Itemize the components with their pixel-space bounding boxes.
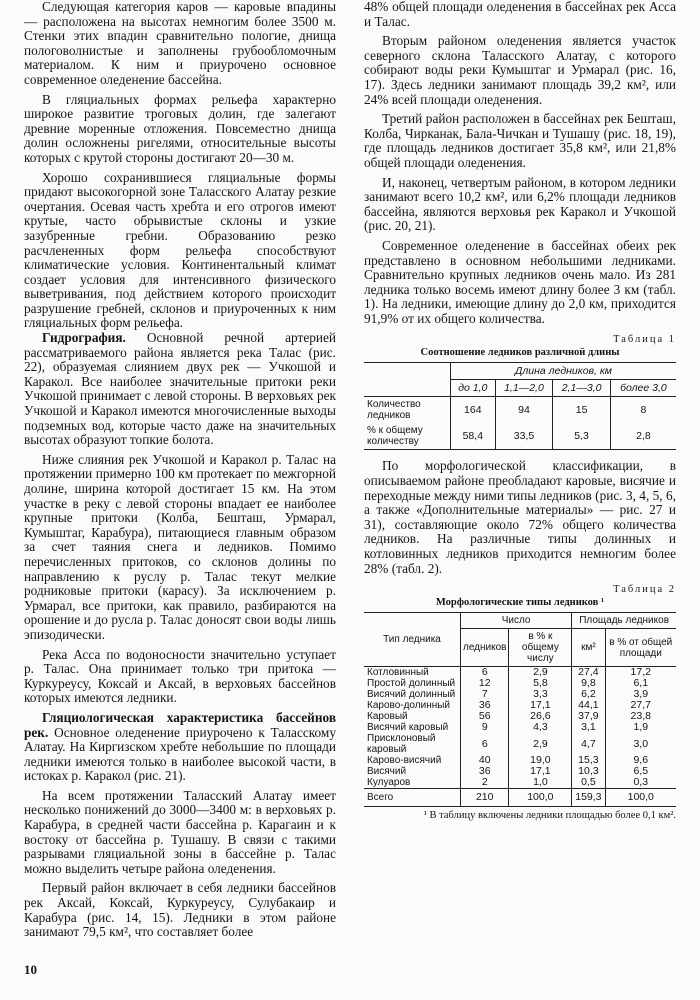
table-row bbox=[364, 733, 676, 755]
table-row bbox=[364, 667, 676, 679]
table2-cell: 2,9 bbox=[509, 733, 572, 755]
table-row bbox=[364, 711, 676, 722]
table1-col-header: 1,1—2,0 bbox=[495, 380, 553, 397]
table-row bbox=[364, 397, 676, 424]
paragraph: Третий район расположен в бассейнах рек Бешташ, Колба, Чирканак, Бала-Чичкан и Тушашу (рис. 18, 19), где площадь ледников достигает 35,8 км², или 21,8% общей площади оледенения. bbox=[364, 111, 676, 170]
table1-col-header: до 1,0 bbox=[451, 380, 496, 397]
glaciology-text: Основное оледенение приурочено к Таласскому Алатау. На Киргизском хребте небольшие по площади ледники имеются только в наиболее высокой части, в истоках р. Каракол (рис. 21). bbox=[24, 724, 336, 784]
paragraph: Ниже слияния рек Учкошой и Каракол р. Талас на протяжении примерно 100 км протекает по межгорной долине, ширина которой достигает 15 км. На этом участке в реку с левой стороны впадает ее наиболее крупные притоки (Колба, Бешташ, Урмарал, Кумыштаг, Карабура), питающиеся главным образом за счет таяния снега и ледников. Помимо перечисленных притоков, со склонов долины по направлению к руслу р. Талас текут мелкие родниковые притоки (карасу). За исключением р. Урмарал, все притоки, как правило, разбираются на орошение и до русла р. Талас доносят свои воды лишь эпизодически. bbox=[24, 451, 336, 642]
table2-cell: 27,7 bbox=[605, 700, 676, 711]
table2-cell: 40 bbox=[461, 755, 509, 766]
paragraph: Современное оледенение в бассейнах обеих рек представлено в основном небольшими ледниками. Сравнительно крупных ледников очень мало. Из 281 ледника только восемь имеют длину более 3 км (табл. 1). На ледники, имеющие длину до 2,0 км, приходится 91,9% от их общего количества. bbox=[364, 237, 676, 326]
table2-cell: 6 bbox=[461, 733, 509, 755]
table2-footnote: ¹ В таблицу включены ледники площадью более 0,1 км². bbox=[423, 810, 676, 822]
paragraph: 48% общей площади оледенения в бассейнах рек Асса и Талас. bbox=[364, 0, 676, 29]
table1-corner bbox=[364, 363, 451, 397]
glacier-length-table bbox=[364, 362, 676, 450]
hydrography-heading: Гидрография. bbox=[42, 330, 126, 346]
table1-cell: 5,3 bbox=[553, 423, 611, 450]
table2-row-label: Висячий каровый bbox=[367, 722, 449, 734]
table2-cell: 56 bbox=[461, 711, 509, 722]
table-row bbox=[364, 689, 676, 700]
glaciology-paragraph bbox=[24, 711, 336, 784]
hydrography-paragraph bbox=[24, 331, 336, 448]
table2-cell: 2,9 bbox=[509, 667, 572, 679]
glaciology-heading: Гляциологическая характеристика бассейнов рек. bbox=[24, 709, 336, 740]
table-row bbox=[364, 423, 676, 450]
table2-title: Морфологические типы ледников ¹ bbox=[435, 597, 605, 609]
table2-cell: 15,3 bbox=[572, 755, 605, 766]
table2-cell: 19,0 bbox=[509, 755, 572, 766]
paragraph: По морфологической классификации, в описываемом районе преобладают каровые, висячие и переходные между ними типы ледников (рис. 3, 4, 5, 6, а также «Дополнительные материалы» — рис. 27 и 31), составляющие около 72% общего количества ледников. На различные типы долинных и котловинных ледников приходится немногим более 28% (табл. 2). bbox=[364, 458, 676, 576]
paragraph: Первый район включает в себя ледники бассейнов рек Аксай, Коксай, Куркуреусу, Сулубакаир и Карабура (рис. 14, 15). Ледники в этом районе занимают 79,5 км², что составляет более bbox=[24, 880, 336, 940]
table2-row-label: Простой долинный bbox=[367, 678, 456, 690]
paragraph: Хорошо сохранившиеся гляциальные формы придают высокогорной зоне Таласского Алатау резкие очертания. Осевая часть хребта и его отрогов имеют крутые, часто обрывистые склоны и узкие зазубренные гребни. Образованию резко расчлененных форм рельефа способствуют климатические условия. Континентальный климат создает условия для интенсивного физического выветривания, под действием которого происходит разрушение гребней, склонов и приуроченных к ним гляциальных форм рельефа. bbox=[24, 169, 336, 331]
table2-cell: 36 bbox=[461, 700, 509, 711]
table-row bbox=[364, 777, 676, 789]
table2-cell: 9,6 bbox=[605, 755, 676, 766]
table-row bbox=[364, 755, 676, 766]
glacier-types-table bbox=[364, 612, 676, 807]
table1-group-header: Длина ледников, км bbox=[451, 363, 677, 380]
table2-subheader: в % от общей площади bbox=[605, 629, 676, 667]
table2-count-header: Число bbox=[461, 613, 572, 629]
table2-cell: 0,5 bbox=[572, 777, 605, 789]
table1-cell: 2,8 bbox=[610, 423, 676, 450]
table1-col-header: 2,1—3,0 bbox=[553, 380, 611, 397]
table2-row-label: Каровый bbox=[367, 711, 408, 723]
table2-row-label: Висячий долинный bbox=[367, 689, 456, 701]
table2-caption: Таблица 2 bbox=[613, 584, 676, 596]
table2-subheader: км² bbox=[572, 629, 605, 667]
table-row bbox=[364, 722, 676, 733]
table-row bbox=[364, 700, 676, 711]
table1-cell: 15 bbox=[553, 397, 611, 424]
table2-row-label: Висячий bbox=[367, 766, 407, 778]
table1-cell: 58,4 bbox=[451, 423, 496, 450]
table2-cell: 17,2 bbox=[605, 667, 676, 679]
table-row bbox=[364, 766, 676, 777]
table2-row-label: Карово-долинный bbox=[367, 700, 451, 712]
table2-cell: 100,0 bbox=[605, 789, 676, 807]
table2-row-label: Карово-висячий bbox=[367, 755, 442, 767]
table2-cell: 7 bbox=[461, 689, 509, 700]
table2-total-row bbox=[364, 789, 676, 807]
table1-row-label: % к общему количеству bbox=[367, 425, 423, 448]
table2-cell: 159,3 bbox=[572, 789, 605, 807]
paragraph: Вторым районом оледенения является участок северного склона Таласского Алатау, с которого собирают воды реки Кумыштаг и Урмарал (рис. 16, 17). Здесь ледники занимают площадь 39,2 км², или 24% всей площади оледенения. bbox=[364, 33, 676, 107]
table2-subheader: ледников bbox=[461, 629, 509, 667]
table2-cell: 17,1 bbox=[509, 700, 572, 711]
hydrography-text: Основной речной артерией рассматриваемого района является река Талас (рис. 22), образуемая слиянием двух рек — Учкошой и Каракол. Все наиболее значительные притоки реки Учкошой принимает с левой стороны. В верховьях рек Учкошой и Каракол имеются многочисленные выходы подземных вод, которые часто даже на значительных высотах образуют топкие болота. bbox=[24, 330, 337, 448]
table2-cell: 27,4 bbox=[572, 667, 605, 679]
paragraph: Следующая категория каров — каровые впадины — расположена на высотах немногим более 3500 м. Стенки этих впадин сравнительно пологие, днища пологоволнистые и заполнены грубообломочным материалом. К ним и приурочено основное современное оледенение бассейна. bbox=[24, 0, 336, 87]
table2-cell: 0,3 bbox=[605, 777, 676, 789]
table1-caption: Таблица 1 bbox=[613, 334, 676, 346]
table2-cell: 2 bbox=[461, 777, 509, 789]
table1-row-label: Количество ледников bbox=[367, 399, 421, 422]
table2-cell: 4,3 bbox=[509, 722, 572, 733]
table2-cell: 17,1 bbox=[509, 766, 572, 777]
table2-cell: 1,9 bbox=[605, 722, 676, 733]
table2-cell: 6,5 bbox=[605, 766, 676, 777]
right-column bbox=[364, 0, 676, 821]
table2-body bbox=[364, 667, 676, 789]
table2-cell: 12 bbox=[461, 678, 509, 689]
table2-cell: 9,8 bbox=[572, 678, 605, 689]
table2-cell: 1,0 bbox=[509, 777, 572, 789]
table1-col-header: более 3,0 bbox=[610, 380, 676, 397]
table1-cell: 164 bbox=[451, 397, 496, 424]
table2-cell: 6,1 bbox=[605, 678, 676, 689]
paragraph: На всем протяжении Таласский Алатау имеет несколько понижений до 3000—3400 м: в верховьях р. Карабура, в средней части бассейна р. Карагаин и к востоку от бассейна р. Тушашу. В связи с такими разрывами гляциальной зоны в бассейне р. Талас можно выделить четыре района оледенения. bbox=[24, 787, 336, 876]
table2-cell: 3,9 bbox=[605, 689, 676, 700]
paragraph: И, наконец, четвертым районом, в котором ледники занимают всего 10,2 км², или 6,2% площади ледников бассейна, являются верховья рек Каракол и Учкошой (рис. 20, 21). bbox=[364, 174, 676, 234]
table2-cell: 3,3 bbox=[509, 689, 572, 700]
paragraph: В гляциальных формах рельефа характерно широкое развитие троговых долин, где залегают древние моренные отложения. Повсеместно днища долин осложнены ригелями, относительные высоты которых с крутой стороны достигают 20—30 м. bbox=[24, 91, 336, 165]
table2-cell: 6 bbox=[461, 667, 509, 679]
page-number: 10 bbox=[24, 962, 37, 977]
table2-cell: 10,3 bbox=[572, 766, 605, 777]
table-row bbox=[364, 678, 676, 689]
table2-cell: 3,1 bbox=[572, 722, 605, 733]
table2-cell: 100,0 bbox=[509, 789, 572, 807]
table2-cell: 26,6 bbox=[509, 711, 572, 722]
table2-total-label: Всего bbox=[367, 792, 394, 804]
table2-row-label: Кулуаров bbox=[367, 777, 411, 789]
table2-area-header: Площадь ледников bbox=[572, 613, 676, 629]
table1-title: Соотношение ледников различной длины bbox=[420, 347, 620, 359]
table2-cell: 36 bbox=[461, 766, 509, 777]
table2-row-label: Котловинный bbox=[367, 667, 429, 679]
table1-cell: 8 bbox=[610, 397, 676, 424]
table2-cell: 23,8 bbox=[605, 711, 676, 722]
left-column bbox=[24, 0, 336, 940]
table2-cell: 5,8 bbox=[509, 678, 572, 689]
table2-cell: 37,9 bbox=[572, 711, 605, 722]
table2-cell: 210 bbox=[461, 789, 509, 807]
table1-cell: 94 bbox=[495, 397, 553, 424]
table2-subheader: в % к общему числу bbox=[509, 629, 572, 667]
table2-cell: 44,1 bbox=[572, 700, 605, 711]
table2-row-label: Присклоновый каровый bbox=[367, 733, 436, 756]
table2-cell: 4,7 bbox=[572, 733, 605, 755]
table2-cell: 9 bbox=[461, 722, 509, 733]
table2-cell: 6,2 bbox=[572, 689, 605, 700]
paragraph: Река Асса по водоносности значительно уступает р. Талас. Она принимает только три притока — Куркуреусу, Коксай и Аксай, в верховьях бассейнов которых имеются ледники. bbox=[24, 646, 336, 706]
table1-cell: 33,5 bbox=[495, 423, 553, 450]
table2-cell: 3,0 bbox=[605, 733, 676, 755]
table2-type-header: Тип ледника bbox=[364, 613, 461, 667]
